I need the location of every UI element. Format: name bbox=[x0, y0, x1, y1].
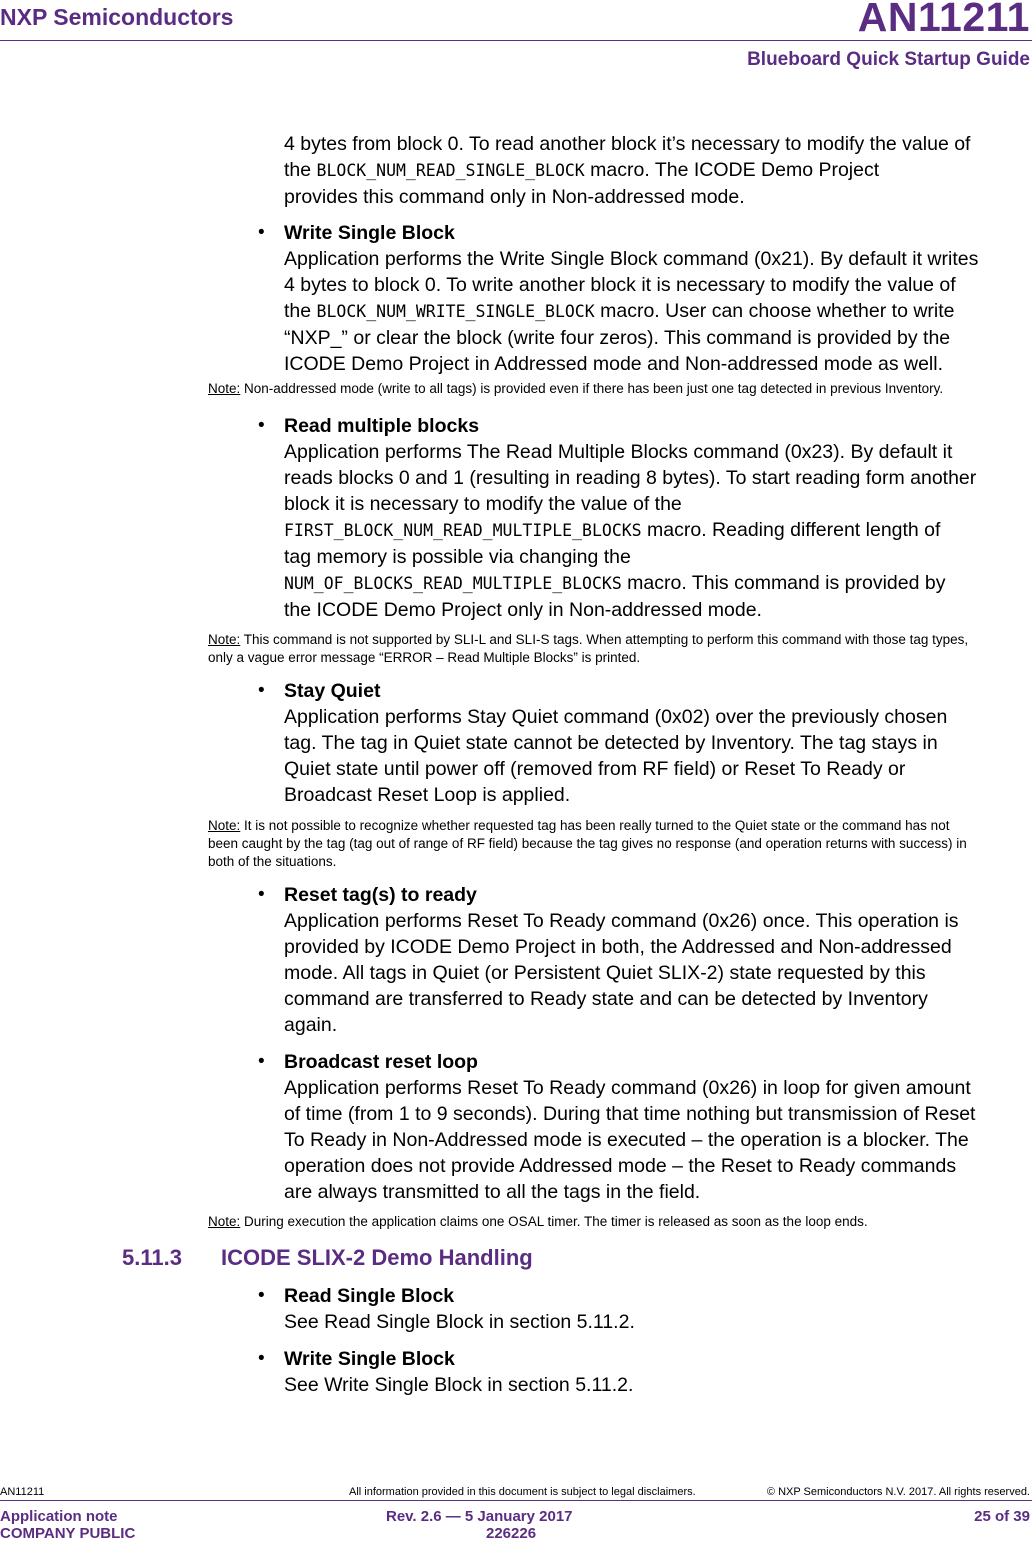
bullet-icon: • bbox=[258, 1348, 265, 1369]
footer-revision: Rev. 2.6 — 5 January 2017 bbox=[386, 1508, 573, 1525]
header-company: NXP Semiconductors bbox=[0, 4, 234, 30]
item-title: Reset tag(s) to ready bbox=[284, 884, 477, 906]
item-text: macro. Reading different length of bbox=[641, 519, 941, 541]
item-title: Broadcast reset loop bbox=[284, 1051, 478, 1073]
reset-to-ready-item bbox=[284, 882, 1030, 1038]
header-doc-id: AN11211 bbox=[857, 0, 1030, 40]
item-title: Stay Quiet bbox=[284, 680, 381, 702]
intro-text: macro. The ICODE Demo Project bbox=[584, 159, 880, 181]
item-line: Broadcast Reset Loop is applied. bbox=[284, 784, 571, 806]
note-text: During execution the application claims one OSAL timer. The timer is released as soon as the loop ends. bbox=[240, 1214, 868, 1229]
footer-doc-number: 226226 bbox=[486, 1525, 537, 1542]
item-line: ICODE Demo Project in Addressed mode and Non-addressed mode as well. bbox=[284, 353, 943, 375]
read-multiple-blocks-item bbox=[284, 413, 1030, 623]
item-line: tag memory is possible via changing the bbox=[284, 546, 631, 568]
broadcast-reset-loop-item bbox=[284, 1049, 1030, 1205]
note-text: Non-addressed mode (write to all tags) is provided even if there has been just one tag detected in previous Inventory. bbox=[240, 381, 944, 396]
item-line bbox=[284, 298, 1030, 325]
note-label: Note: bbox=[208, 381, 241, 396]
item-title: Write Single Block bbox=[284, 1348, 455, 1370]
write-single-block-item bbox=[284, 220, 1030, 377]
footer-copyright: © NXP Semiconductors N.V. 2017. All rights reserved. bbox=[766, 1486, 1030, 1498]
item-text: macro. This command is provided by bbox=[621, 572, 946, 594]
footer-doc-type: Application note bbox=[0, 1508, 118, 1525]
item-line bbox=[284, 517, 1030, 544]
item-line: Application performs The Read Multiple Blocks command (0x23). By default it bbox=[284, 441, 953, 463]
footer-disclaimer: All information provided in this document is subject to legal disclaimers. bbox=[349, 1486, 696, 1498]
header-rule bbox=[0, 40, 1032, 41]
item-line: Quiet state until power off (removed from RF field) or Reset To Ready or bbox=[284, 758, 906, 780]
note-1 bbox=[208, 380, 1030, 398]
item-line: the ICODE Demo Project only in Non-addressed mode. bbox=[284, 599, 762, 621]
header-subtitle: Blueboard Quick Startup Guide bbox=[747, 49, 1030, 70]
section-title: ICODE SLIX-2 Demo Handling bbox=[221, 1245, 533, 1270]
footer-doc-id: AN11211 bbox=[0, 1486, 45, 1498]
note-label: Note: bbox=[208, 1214, 241, 1229]
macro-block-num-write-single: BLOCK_NUM_WRITE_SINGLE_BLOCK bbox=[316, 302, 595, 321]
item-line: command are transferred to Ready state and can be detected by Inventory bbox=[284, 988, 928, 1010]
item-title: Read Single Block bbox=[284, 1285, 455, 1307]
intro-line-1: 4 bytes from block 0. To read another block it’s necessary to modify the value of bbox=[284, 133, 971, 155]
bullet-icon: • bbox=[258, 680, 265, 701]
note-line bbox=[208, 631, 1030, 649]
item-line: again. bbox=[284, 1014, 338, 1036]
item-line: Application performs Stay Quiet command (0x02) over the previously chosen bbox=[284, 706, 948, 728]
bullet-icon: • bbox=[258, 1285, 265, 1306]
section-number: 5.11.3 bbox=[122, 1245, 182, 1270]
slix-write-single-block-item bbox=[284, 1346, 1030, 1398]
note-text: This command is not supported by SLI-L and SLI-S tags. When attempting to perform this command with those tag types, bbox=[240, 632, 969, 647]
bullet-icon: • bbox=[258, 415, 265, 436]
item-line: Application performs Reset To Ready command (0x26) in loop for given amount bbox=[284, 1077, 971, 1099]
intro-paragraph bbox=[284, 131, 1030, 210]
item-line: reads blocks 0 and 1 (resulting in reading 8 bytes). To start reading form another bbox=[284, 467, 977, 489]
item-line: Application performs Reset To Ready command (0x26) once. This operation is bbox=[284, 910, 959, 932]
note-line: only a vague error message “ERROR – Read Multiple Blocks” is printed. bbox=[208, 650, 641, 665]
item-text: macro. User can choose whether to write bbox=[594, 300, 955, 322]
note-label: Note: bbox=[208, 818, 241, 833]
intro-line-2 bbox=[284, 157, 1030, 184]
footer-rule bbox=[0, 1500, 1032, 1501]
item-line: 4 bytes to block 0. To write another block it is necessary to modify the value of bbox=[284, 274, 956, 296]
macro-block-num-read-single: BLOCK_NUM_READ_SINGLE_BLOCK bbox=[316, 161, 585, 180]
item-line: mode. All tags in Quiet (or Persistent Quiet SLIX-2) state requested by this bbox=[284, 962, 926, 984]
stay-quiet-item bbox=[284, 678, 1030, 808]
item-line: provided by ICODE Demo Project in both, the Addressed and Non-addressed bbox=[284, 936, 952, 958]
note-label: Note: bbox=[208, 632, 241, 647]
bullet-icon: • bbox=[258, 884, 265, 905]
item-line: block it is necessary to modify the value of the bbox=[284, 493, 682, 515]
item-title: Read multiple blocks bbox=[284, 415, 480, 437]
item-line: of time (from 1 to 9 seconds). During that time nothing but transmission of Reset bbox=[284, 1103, 976, 1125]
bullet-icon: • bbox=[258, 1051, 265, 1072]
note-line: both of the situations. bbox=[208, 854, 337, 869]
footer-classification: COMPANY PUBLIC bbox=[0, 1525, 136, 1542]
item-text: the bbox=[284, 300, 317, 322]
item-line bbox=[284, 570, 1030, 597]
item-line: See Read Single Block in section 5.11.2. bbox=[284, 1311, 635, 1333]
item-title: Write Single Block bbox=[284, 222, 455, 244]
footer-page-number: 25 of 39 bbox=[974, 1508, 1030, 1525]
note-text: It is not possible to recognize whether requested tag has been really turned to the Quiet state or the command has not bbox=[240, 818, 950, 833]
note-line: been caught by the tag (tag out of range of RF field) because the tag gives no response (and operation returns with success) in bbox=[208, 836, 967, 851]
item-line: are always transmitted to all the tags in the field. bbox=[284, 1181, 701, 1203]
note-line bbox=[208, 817, 1030, 835]
item-line: To Ready in Non-Addressed mode is executed – the operation is a blocker. The bbox=[284, 1129, 969, 1151]
intro-text: the bbox=[284, 159, 317, 181]
bullet-icon: • bbox=[258, 222, 265, 243]
slix-read-single-block-item bbox=[284, 1283, 1030, 1335]
item-line: tag. The tag in Quiet state cannot be detected by Inventory. The tag stays in bbox=[284, 732, 938, 754]
item-line: See Write Single Block in section 5.11.2. bbox=[284, 1374, 634, 1396]
macro-num-of-blocks: NUM_OF_BLOCKS_READ_MULTIPLE_BLOCKS bbox=[284, 574, 622, 593]
item-line: Application performs the Write Single Block command (0x21). By default it writes bbox=[284, 248, 979, 270]
macro-first-block-num: FIRST_BLOCK_NUM_READ_MULTIPLE_BLOCKS bbox=[284, 521, 642, 540]
item-line: operation does not provide Addressed mode – the Reset to Ready commands bbox=[284, 1155, 957, 1177]
intro-line-3: provides this command only in Non-addressed mode. bbox=[284, 186, 745, 208]
note-4 bbox=[208, 1213, 1030, 1231]
item-line: “NXP_” or clear the block (write four zeros). This command is provided by the bbox=[284, 327, 951, 349]
note-2 bbox=[208, 631, 1030, 667]
note-3 bbox=[208, 817, 1030, 871]
